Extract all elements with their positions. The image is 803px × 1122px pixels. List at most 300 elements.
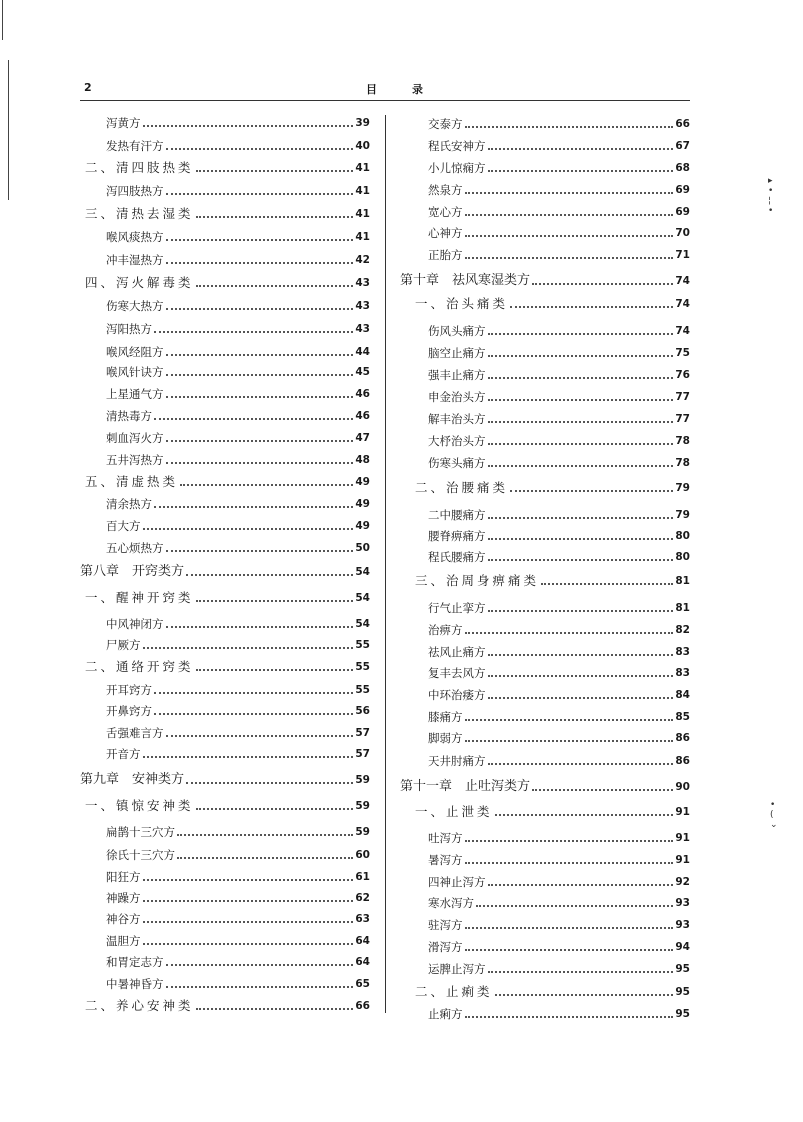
toc-item (428, 549, 690, 565)
dot-leader (180, 484, 353, 486)
toc-page-number: 54 (355, 566, 370, 578)
toc-item (428, 367, 690, 383)
toc-section (85, 206, 370, 222)
toc-label: 百大方 (106, 519, 141, 533)
scan-edge-line (2, 0, 3, 40)
toc-label: 温胆方 (106, 934, 141, 948)
toc-label: 小儿惊痫方 (428, 161, 486, 175)
dot-leader (488, 884, 674, 886)
toc-page-number: 69 (675, 206, 690, 218)
toc-label: 宽心方 (428, 205, 463, 219)
toc-label: 清热毒方 (106, 409, 152, 423)
header-title-right: 录 (412, 83, 423, 96)
toc-label: 第十章 祛风寒湿类方 (400, 273, 531, 288)
dot-leader (495, 994, 674, 996)
toc-item (106, 682, 370, 698)
toc-page-number: 74 (675, 275, 690, 287)
toc-page-number: 79 (675, 482, 690, 494)
toc-label: 解丰治头方 (428, 412, 486, 426)
toc-item (106, 637, 370, 653)
toc-item (106, 229, 370, 245)
toc-page-number: 57 (355, 748, 370, 760)
toc-page-number: 80 (675, 530, 690, 542)
dot-leader (196, 170, 354, 172)
toc-item (428, 917, 690, 933)
toc-label: 暑泻方 (428, 853, 463, 867)
toc-label: 心神方 (428, 226, 463, 240)
toc-item (106, 115, 370, 131)
dot-leader (488, 538, 674, 540)
toc-label: 第八章 开窍类方 (80, 564, 185, 579)
toc-label: 泻阳热方 (106, 322, 152, 336)
toc-page-number: 76 (675, 369, 690, 381)
toc-item (428, 665, 690, 681)
toc-item (428, 411, 690, 427)
toc-page-number: 91 (675, 806, 690, 818)
toc-label: 程氏腰痛方 (428, 550, 486, 564)
toc-label: 二、清四肢热类 (85, 160, 194, 175)
dot-leader (166, 148, 354, 150)
toc-page-number: 92 (675, 876, 690, 888)
toc-page-number: 41 (355, 185, 370, 197)
toc-page-number: 86 (675, 732, 690, 744)
toc-page-number: 74 (675, 298, 690, 310)
toc-page-number: 59 (355, 774, 370, 786)
toc-label: 清余热方 (106, 497, 152, 511)
toc-item (428, 961, 690, 977)
dot-leader (166, 354, 354, 356)
toc-label: 泻四肢热方 (106, 184, 164, 198)
toc-page-number: 62 (355, 892, 370, 904)
scan-edge-line (8, 60, 9, 200)
toc-page-number: 40 (355, 140, 370, 152)
dot-leader (166, 308, 354, 310)
toc-label: 尸厥方 (106, 638, 141, 652)
toc-label: 四神止泻方 (428, 875, 486, 889)
dot-leader (488, 148, 674, 150)
dot-leader (166, 986, 354, 988)
toc-page-number: 67 (675, 140, 690, 152)
toc-page-number: 80 (675, 551, 690, 563)
toc-page-number: 81 (675, 575, 690, 587)
toc-label: 二、治腰痛类 (415, 480, 509, 495)
dot-leader (532, 283, 673, 285)
toc-item (106, 138, 370, 154)
dot-leader (465, 192, 674, 194)
toc-item (106, 703, 370, 719)
toc-label: 冲丰湿热方 (106, 253, 164, 267)
column-divider (385, 115, 386, 1013)
dot-leader (488, 675, 674, 677)
toc-page-number: 49 (355, 498, 370, 510)
header-title-left: 目 (366, 83, 377, 96)
toc-page-number: 95 (675, 986, 690, 998)
dot-leader (177, 857, 353, 859)
toc-page-number: 71 (675, 249, 690, 261)
dot-leader (196, 600, 354, 602)
dot-leader (488, 399, 674, 401)
toc-label: 神躁方 (106, 891, 141, 905)
toc-section (415, 984, 690, 1000)
toc-page-number: 55 (355, 684, 370, 696)
toc-label: 二、通络开窍类 (85, 659, 194, 674)
dot-leader (177, 834, 353, 836)
dot-leader (196, 808, 354, 810)
dot-leader (495, 814, 674, 816)
toc-page-number: 78 (675, 435, 690, 447)
toc-chapter (80, 772, 370, 788)
toc-item (428, 323, 690, 339)
toc-label: 开鼻窍方 (106, 704, 152, 718)
toc-item (106, 183, 370, 199)
toc-item (106, 452, 370, 468)
dot-leader (166, 735, 354, 737)
toc-item (428, 622, 690, 638)
toc-label: 第九章 安神类方 (80, 772, 185, 787)
toc-label: 舌强难言方 (106, 726, 164, 740)
toc-item (106, 954, 370, 970)
dot-leader (465, 719, 674, 721)
toc-page-number: 66 (355, 1000, 370, 1012)
toc-page-number: 93 (675, 919, 690, 931)
toc-section (85, 659, 370, 675)
dot-leader (488, 333, 674, 335)
toc-item (428, 895, 690, 911)
toc-item (106, 976, 370, 992)
toc-label: 复丰去风方 (428, 666, 486, 680)
toc-page-number: 61 (355, 871, 370, 883)
toc-item (106, 616, 370, 632)
toc-item (106, 386, 370, 402)
toc-page-number: 95 (675, 1008, 690, 1020)
dot-leader (143, 943, 354, 945)
toc-item (428, 204, 690, 220)
toc-item (428, 830, 690, 846)
toc-page-number: 46 (355, 388, 370, 400)
toc-item (428, 874, 690, 890)
toc-label: 中风神闭方 (106, 617, 164, 631)
toc-label: 喉风针诀方 (106, 365, 164, 379)
toc-page-number: 54 (355, 618, 370, 630)
toc-label: 运脾止泻方 (428, 962, 486, 976)
toc-label: 吐泻方 (428, 831, 463, 845)
toc-label: 阳狂方 (106, 870, 141, 884)
toc-label: 四、泻火解毒类 (85, 275, 194, 290)
dot-leader (465, 740, 674, 742)
dot-leader (143, 125, 354, 127)
toc-item (428, 345, 690, 361)
toc-page-number: 91 (675, 832, 690, 844)
scan-mark: ▸ • ¦ • (768, 176, 774, 216)
header-rule (80, 100, 690, 101)
dot-leader (143, 900, 354, 902)
toc-page-number: 54 (355, 592, 370, 604)
toc-label: 一、止泄类 (415, 804, 493, 819)
dot-leader (196, 1008, 354, 1010)
toc-page-number: 65 (355, 978, 370, 990)
toc-page-number: 47 (355, 432, 370, 444)
toc-label: 五井泻热方 (106, 453, 164, 467)
toc-page-number: 60 (355, 849, 370, 861)
toc-item (106, 725, 370, 741)
toc-item (428, 225, 690, 241)
toc-label: 祛风止痛方 (428, 645, 486, 659)
dot-leader (166, 396, 354, 398)
toc-item (106, 252, 370, 268)
toc-label: 驻泻方 (428, 918, 463, 932)
toc-label: 大杼治头方 (428, 434, 486, 448)
toc-page-number: 75 (675, 347, 690, 359)
toc-page-number: 63 (355, 913, 370, 925)
toc-page-number: 44 (355, 346, 370, 358)
toc-section (85, 798, 370, 814)
dot-leader (465, 235, 674, 237)
dot-leader (465, 862, 674, 864)
toc-item (428, 939, 690, 955)
toc-page-number: 55 (355, 661, 370, 673)
toc-page-number: 86 (675, 755, 690, 767)
toc-label: 寒水泻方 (428, 896, 474, 910)
toc-item (428, 644, 690, 660)
dot-leader (196, 285, 354, 287)
toc-section (415, 573, 690, 589)
toc-label: 申金治头方 (428, 390, 486, 404)
toc-page-number: 66 (675, 118, 690, 130)
toc-label: 一、镇惊安神类 (85, 798, 194, 813)
dot-leader (476, 905, 673, 907)
dot-leader (465, 840, 674, 842)
toc-page-number: 59 (355, 826, 370, 838)
toc-label: 一、醒神开窍类 (85, 590, 194, 605)
toc-page-number: 55 (355, 639, 370, 651)
toc-label: 二中腰痛方 (428, 508, 486, 522)
dot-leader (166, 550, 354, 552)
toc-label: 腰脊痹痛方 (428, 529, 486, 543)
toc-item (106, 496, 370, 512)
toc-label: 止痢方 (428, 1007, 463, 1021)
toc-item (106, 298, 370, 314)
dot-leader (510, 490, 673, 492)
toc-item (106, 746, 370, 762)
dot-leader (465, 632, 674, 634)
toc-label: 天井肘痛方 (428, 754, 486, 768)
toc-page-number: 43 (355, 300, 370, 312)
toc-page-number: 93 (675, 897, 690, 909)
toc-item (428, 389, 690, 405)
toc-page-number: 77 (675, 391, 690, 403)
dot-leader (143, 921, 354, 923)
toc-section (85, 590, 370, 606)
dot-leader (465, 927, 674, 929)
toc-page-number: 43 (355, 323, 370, 335)
toc-page-number: 64 (355, 956, 370, 968)
dot-leader (166, 239, 354, 241)
toc-item (106, 869, 370, 885)
dot-leader (465, 1016, 674, 1018)
toc-label: 喉风经阻方 (106, 345, 164, 359)
toc-label: 脑空止痛方 (428, 346, 486, 360)
dot-leader (166, 440, 354, 442)
toc-item (428, 1006, 690, 1022)
toc-label: 刺血泻火方 (106, 431, 164, 445)
dot-leader (465, 214, 674, 216)
dot-leader (166, 462, 354, 464)
toc-item (106, 364, 370, 380)
toc-section (415, 296, 690, 312)
toc-item (106, 540, 370, 556)
dot-leader (154, 418, 353, 420)
toc-page-number: 94 (675, 941, 690, 953)
dot-leader (465, 257, 674, 259)
toc-page-number: 95 (675, 963, 690, 975)
toc-page-number: 78 (675, 457, 690, 469)
toc-page-number: 79 (675, 509, 690, 521)
toc-item (428, 182, 690, 198)
toc-label: 泻黄方 (106, 116, 141, 130)
dot-leader (154, 506, 353, 508)
toc-item (428, 687, 690, 703)
dot-leader (532, 789, 673, 791)
toc-label: 程氏安神方 (428, 139, 486, 153)
dot-leader (154, 331, 353, 333)
toc-label: 治痹方 (428, 623, 463, 637)
toc-page-number: 42 (355, 254, 370, 266)
toc-section (85, 275, 370, 291)
toc-section (85, 474, 370, 490)
dot-leader (488, 610, 674, 612)
dot-leader (488, 465, 674, 467)
toc-item (106, 321, 370, 337)
toc-item (106, 824, 370, 840)
dot-leader (143, 528, 354, 530)
toc-label: 伤寒头痛方 (428, 456, 486, 470)
dot-leader (488, 443, 674, 445)
dot-leader (488, 971, 674, 973)
toc-section (85, 998, 370, 1014)
toc-page-number: 49 (355, 476, 370, 488)
toc-section (415, 480, 690, 496)
toc-item (106, 408, 370, 424)
toc-page-number: 84 (675, 689, 690, 701)
toc-page-number: 59 (355, 800, 370, 812)
toc-label: 伤风头痛方 (428, 324, 486, 338)
toc-label: 二、止痢类 (415, 984, 493, 999)
toc-item (106, 430, 370, 446)
dot-leader (488, 654, 674, 656)
toc-item (428, 455, 690, 471)
toc-page-number: 50 (355, 542, 370, 554)
toc-label: 发热有汗方 (106, 139, 164, 153)
dot-leader (465, 126, 674, 128)
toc-page-number: 41 (355, 208, 370, 220)
toc-label: 强丰止痛方 (428, 368, 486, 382)
toc-page-number: 85 (675, 711, 690, 723)
toc-item (106, 911, 370, 927)
toc-item (428, 507, 690, 523)
toc-item (428, 852, 690, 868)
toc-page-number: 57 (355, 727, 370, 739)
toc-item (428, 528, 690, 544)
dot-leader (465, 949, 674, 951)
toc-page-number: 81 (675, 602, 690, 614)
toc-page-number: 90 (675, 781, 690, 793)
toc-label: 和胃定志方 (106, 955, 164, 969)
dot-leader (166, 374, 354, 376)
toc-label: 滑泻方 (428, 940, 463, 954)
toc-label: 中暑神昏方 (106, 977, 164, 991)
toc-label: 二、养心安神类 (85, 998, 194, 1013)
toc-page-number: 91 (675, 854, 690, 866)
dot-leader (510, 306, 673, 308)
dot-leader (186, 574, 353, 576)
toc-chapter (400, 779, 690, 795)
toc-page-number: 68 (675, 162, 690, 174)
toc-item (428, 730, 690, 746)
toc-page-number: 45 (355, 366, 370, 378)
dot-leader (196, 216, 354, 218)
toc-page-number: 48 (355, 454, 370, 466)
toc-item (428, 247, 690, 263)
toc-page-number: 41 (355, 162, 370, 174)
toc-page-number: 82 (675, 624, 690, 636)
toc-label: 五心烦热方 (106, 541, 164, 555)
toc-label: 交泰方 (428, 117, 463, 131)
toc-item (428, 753, 690, 769)
toc-page-number: 56 (355, 705, 370, 717)
dot-leader (488, 170, 674, 172)
dot-leader (166, 964, 354, 966)
dot-leader (488, 421, 674, 423)
toc-label: 脚弱方 (428, 731, 463, 745)
dot-leader (488, 763, 674, 765)
dot-leader (154, 692, 353, 694)
toc-item (106, 847, 370, 863)
toc-chapter (400, 273, 690, 289)
dot-leader (166, 626, 354, 628)
dot-leader (488, 559, 674, 561)
toc-page-number: 41 (355, 231, 370, 243)
toc-label: 开音方 (106, 747, 141, 761)
toc-section (85, 160, 370, 176)
toc-item (106, 344, 370, 360)
toc-item (106, 890, 370, 906)
toc-item (106, 933, 370, 949)
toc-item (428, 600, 690, 616)
toc-page-number: 69 (675, 184, 690, 196)
toc-item (428, 116, 690, 132)
toc-label: 扁鹊十三穴方 (106, 825, 175, 839)
toc-label: 徐氏十三穴方 (106, 848, 175, 862)
toc-label: 喉风痰热方 (106, 230, 164, 244)
toc-page-number: 49 (355, 520, 370, 532)
toc-item (428, 160, 690, 176)
toc-page-number: 70 (675, 227, 690, 239)
toc-page-number: 77 (675, 413, 690, 425)
page-number: 2 (84, 81, 92, 94)
dot-leader (154, 713, 353, 715)
toc-label: 第十一章 止吐泻类方 (400, 779, 531, 794)
toc-page-number: 83 (675, 667, 690, 679)
toc-item (428, 138, 690, 154)
dot-leader (196, 669, 354, 671)
toc-label: 然泉方 (428, 183, 463, 197)
toc-label: 三、清热去湿类 (85, 206, 194, 221)
toc-label: 膝痛方 (428, 710, 463, 724)
dot-leader (186, 782, 353, 784)
dot-leader (488, 377, 674, 379)
toc-page-number: 39 (355, 117, 370, 129)
toc-label: 正胎方 (428, 248, 463, 262)
